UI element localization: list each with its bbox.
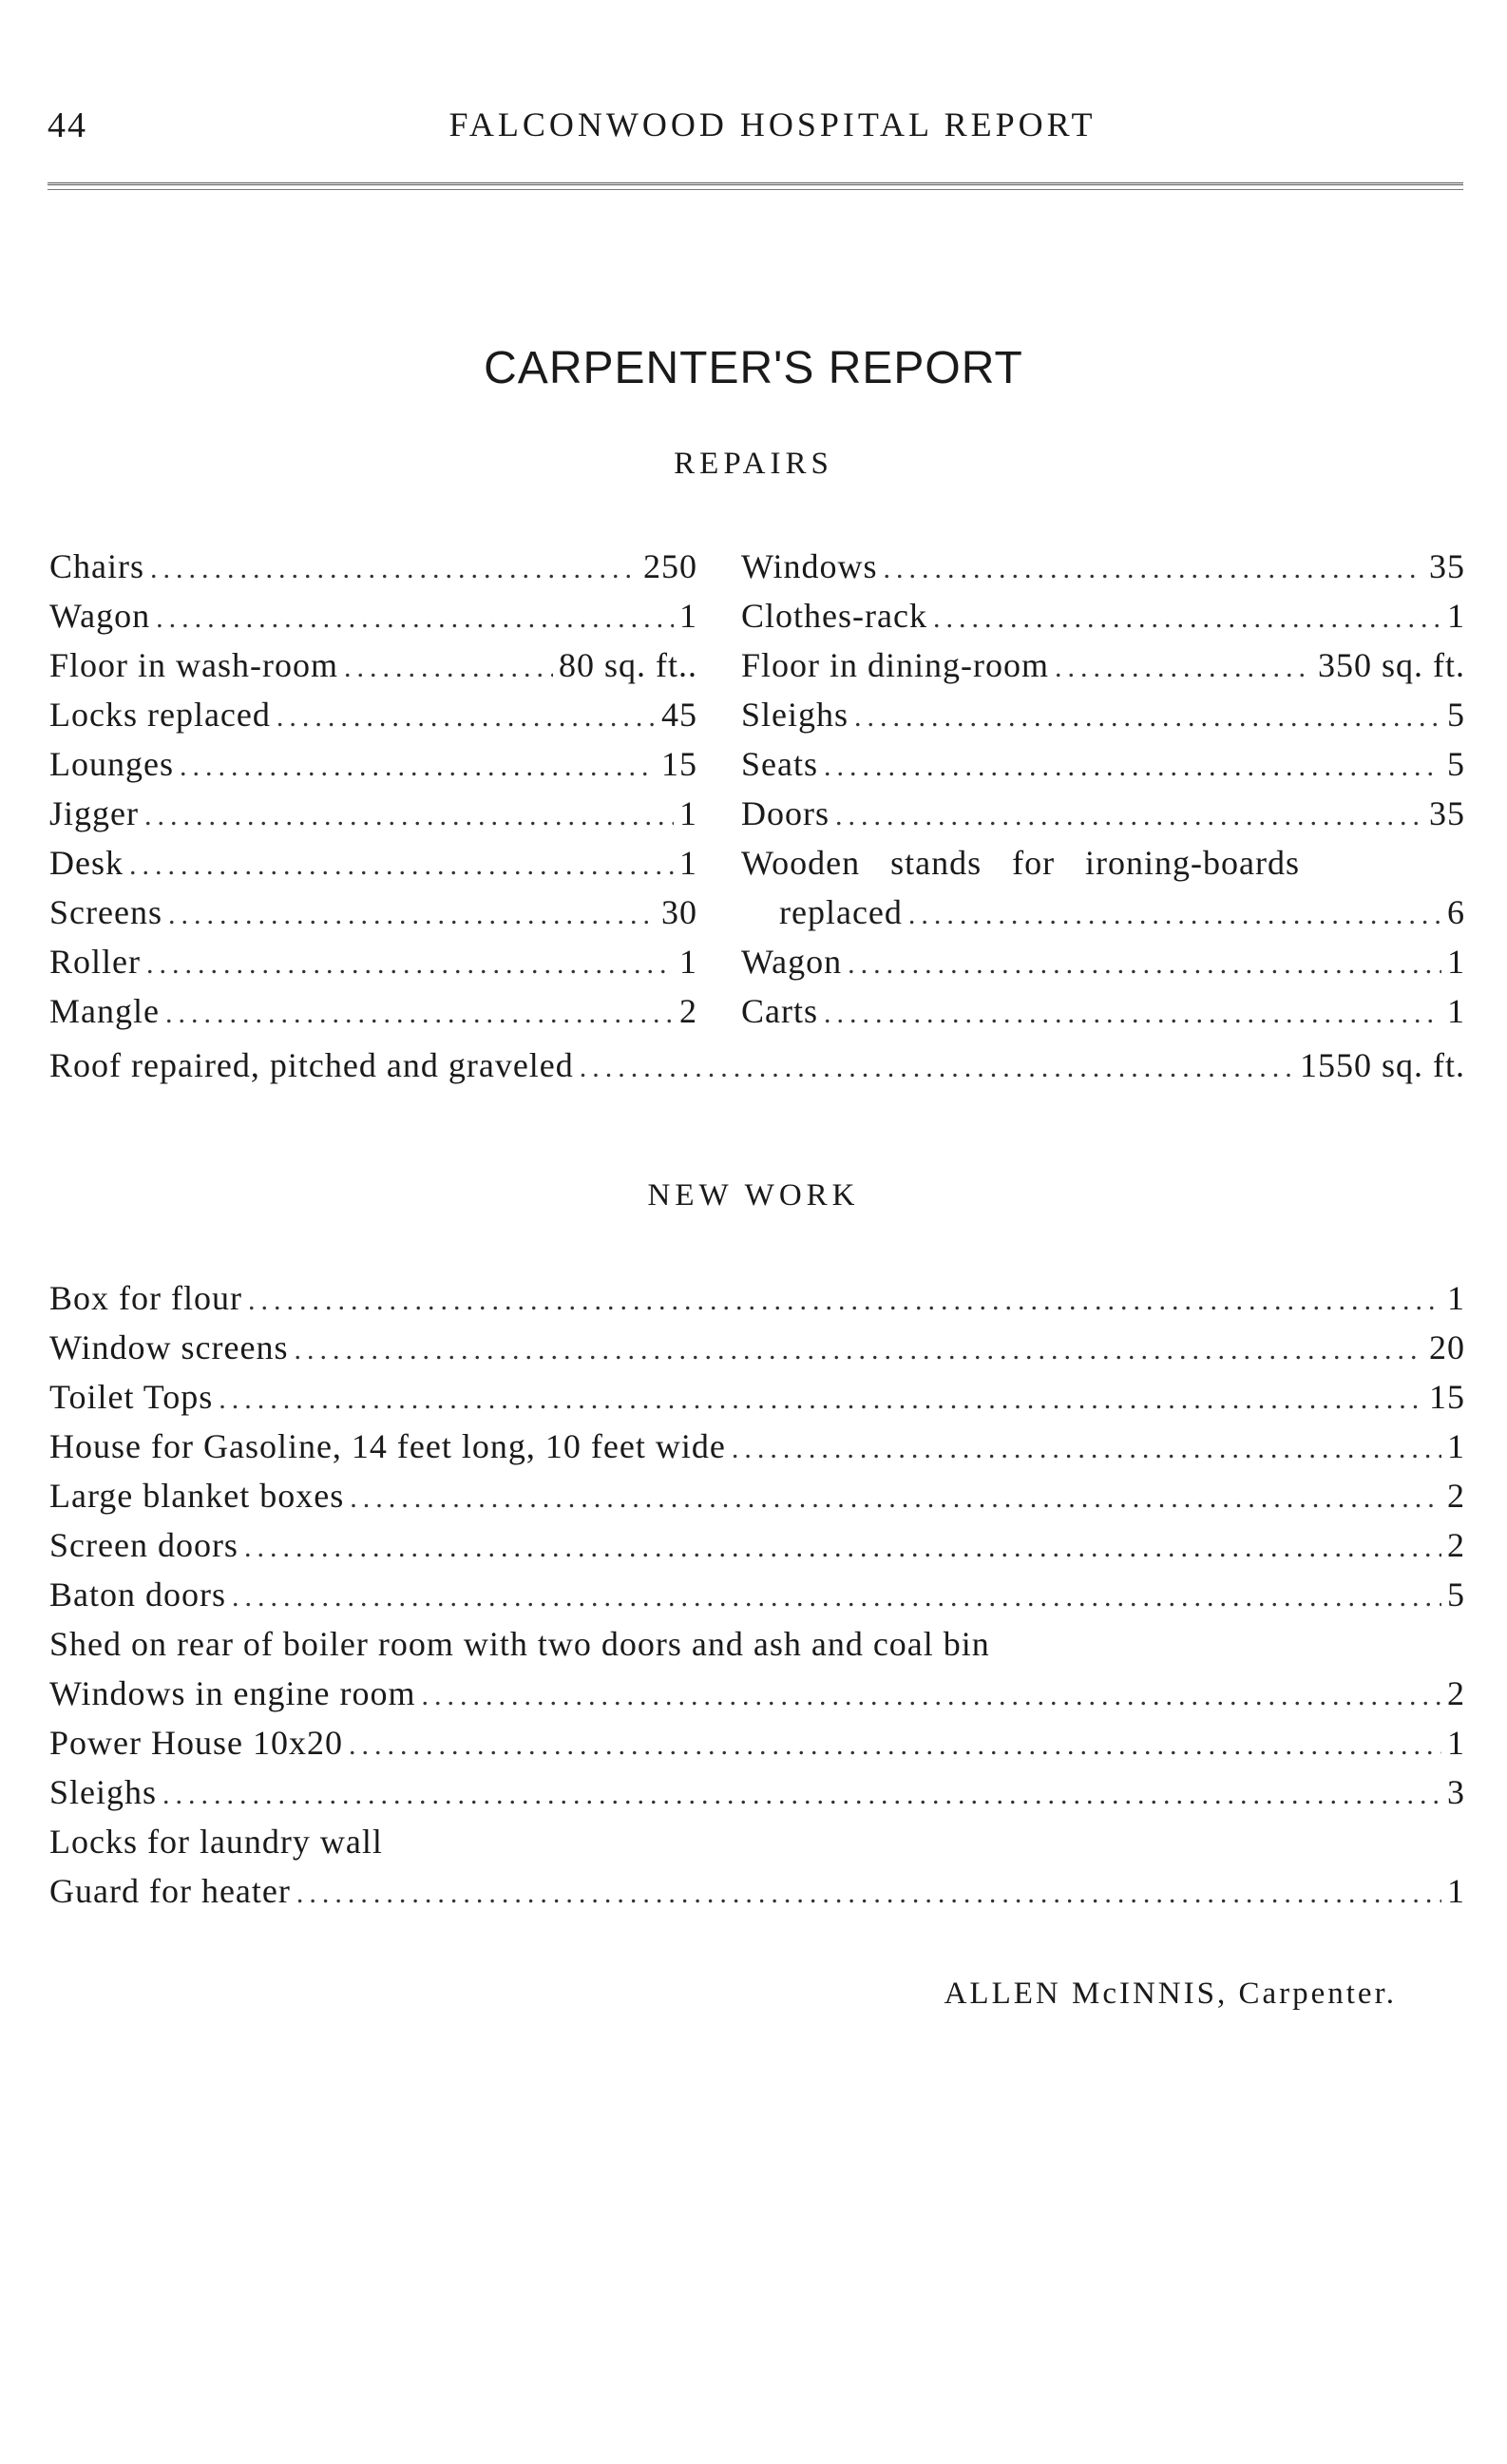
- item-label: Wagon: [741, 943, 843, 981]
- item-label: Sleighs: [49, 1773, 158, 1811]
- item-value: 1: [1447, 597, 1465, 635]
- list-item: [741, 744, 1465, 793]
- item-value: 1: [679, 794, 697, 832]
- list-item: [49, 645, 697, 695]
- item-label: Wooden stands for ironing-boards: [741, 844, 1301, 882]
- leader-dots: [580, 1052, 1294, 1084]
- item-label: replaced: [779, 893, 903, 931]
- item-label: Screen doors: [49, 1526, 238, 1564]
- item-value: 45: [661, 696, 697, 734]
- item-label: Jigger: [49, 794, 139, 832]
- leader-dots: [165, 998, 674, 1030]
- leader-dots: [908, 899, 1441, 931]
- item-label: Lounges: [49, 745, 174, 783]
- leader-dots: [232, 1581, 1441, 1614]
- item-label: Floor in wash-room: [49, 646, 338, 684]
- item-label: House for Gasoline, 14 feet long, 10 feet wide: [49, 1427, 726, 1465]
- leader-dots: [277, 701, 656, 734]
- list-item: [49, 1723, 1465, 1772]
- report-title: CARPENTER'S REPORT: [484, 343, 1023, 393]
- item-value: 15: [1429, 1378, 1465, 1416]
- item-label: Locks replaced: [49, 696, 271, 734]
- list-item: [49, 1575, 1465, 1624]
- list-item: [49, 793, 697, 843]
- carpenter-signature: ALLEN McINNIS, Carpenter.: [944, 1977, 1397, 2011]
- list-item: [49, 1476, 1465, 1525]
- list-item: [49, 942, 697, 991]
- list-item: [741, 793, 1465, 843]
- item-value: 5: [1447, 745, 1465, 783]
- leader-dots: [244, 1532, 1441, 1564]
- item-label: Windows in engine room: [49, 1674, 416, 1712]
- list-item: [741, 596, 1465, 645]
- item-label: Baton doors: [49, 1576, 226, 1614]
- list-item: [741, 695, 1465, 744]
- item-value: 5: [1447, 1576, 1465, 1614]
- item-value: 2: [679, 992, 697, 1030]
- leader-dots: [248, 1285, 1441, 1317]
- item-label: Screens: [49, 893, 162, 931]
- leader-dots: [1055, 652, 1312, 684]
- item-label: Desk: [49, 844, 124, 882]
- leader-dots: [180, 751, 656, 783]
- item-label: Sleighs: [741, 696, 849, 734]
- leader-dots: [884, 553, 1423, 585]
- item-value: 30: [661, 893, 697, 931]
- item-value: 350 sq. ft.: [1318, 646, 1465, 684]
- leader-dots: [848, 948, 1441, 981]
- leader-dots: [732, 1433, 1441, 1465]
- leader-dots: [296, 1878, 1441, 1910]
- item-value: 250: [643, 547, 697, 585]
- item-label: Mangle: [49, 992, 160, 1030]
- list-item: [741, 843, 1465, 892]
- item-label: Chairs: [49, 547, 144, 585]
- leader-dots: [144, 800, 674, 832]
- list-item: [49, 1822, 1465, 1871]
- list-item: [741, 645, 1465, 695]
- leader-dots: [835, 800, 1423, 832]
- item-label: Roller: [49, 943, 141, 981]
- list-item: [49, 695, 697, 744]
- list-item: [49, 843, 697, 892]
- leader-dots: [422, 1680, 1442, 1712]
- repairs-right-column: [741, 546, 1465, 1041]
- list-item: [49, 1624, 1465, 1673]
- list-item: [49, 1377, 1465, 1426]
- list-item: [741, 546, 1465, 596]
- item-label: Windows: [741, 547, 878, 585]
- list-item: [49, 546, 697, 596]
- item-value: 2: [1447, 1674, 1465, 1712]
- item-label: Guard for heater: [49, 1872, 291, 1910]
- new-work-heading: NEW WORK: [647, 1178, 860, 1213]
- item-label: Roof repaired, pitched and graveled: [49, 1046, 574, 1084]
- item-label: Power House 10x20: [49, 1724, 343, 1762]
- leader-dots: [168, 899, 656, 931]
- leader-dots: [824, 998, 1441, 1030]
- item-label: Locks for laundry wall: [49, 1823, 383, 1861]
- item-value: 1: [1447, 1724, 1465, 1762]
- item-label: Clothes-rack: [741, 597, 927, 635]
- list-item: [49, 1328, 1465, 1377]
- leader-dots: [146, 948, 674, 981]
- repairs-left-column: [49, 546, 697, 1041]
- leader-dots: [933, 602, 1441, 635]
- page-header: [48, 105, 1459, 162]
- item-label: Shed on rear of boiler room with two doors and ash and coal bin: [49, 1625, 990, 1663]
- item-label: Floor in dining-room: [741, 646, 1049, 684]
- item-value: 3: [1447, 1773, 1465, 1811]
- item-value: 1: [1447, 1872, 1465, 1910]
- item-value: 1: [1447, 1427, 1465, 1465]
- list-item: [49, 1426, 1465, 1476]
- item-value: 20: [1429, 1328, 1465, 1366]
- item-label: Seats: [741, 745, 818, 783]
- list-item: [49, 596, 697, 645]
- leader-dots: [350, 1482, 1441, 1515]
- item-label: Toilet Tops: [49, 1378, 214, 1416]
- item-label: Window screens: [49, 1328, 289, 1366]
- item-label: Wagon: [49, 597, 151, 635]
- item-value: 15: [661, 745, 697, 783]
- item-value: 6: [1447, 893, 1465, 931]
- page-number: 44: [48, 105, 87, 145]
- leader-dots: [219, 1384, 1423, 1416]
- leader-dots: [349, 1729, 1441, 1762]
- item-label: Carts: [741, 992, 818, 1030]
- leader-dots: [150, 553, 638, 585]
- list-item: [49, 892, 697, 942]
- item-value: 1: [679, 943, 697, 981]
- roof-row: [49, 1045, 1465, 1095]
- running-head: FALCONWOOD HOSPITAL REPORT: [448, 105, 1097, 143]
- item-label: Doors: [741, 794, 830, 832]
- list-item: [49, 744, 697, 793]
- list-item: [741, 991, 1465, 1041]
- item-value: 1: [679, 844, 697, 882]
- item-value: 1: [1447, 1279, 1465, 1317]
- item-label: Large blanket boxes: [49, 1477, 345, 1515]
- list-item: [49, 1278, 1465, 1328]
- item-label: Box for flour: [49, 1279, 242, 1317]
- item-value: 1: [679, 597, 697, 635]
- leader-dots: [129, 850, 674, 882]
- leader-dots: [344, 652, 553, 684]
- list-item: [49, 991, 697, 1041]
- leader-dots: [854, 701, 1441, 734]
- leader-dots: [294, 1334, 1423, 1366]
- item-value: 1: [1447, 992, 1465, 1030]
- item-value: 2: [1447, 1477, 1465, 1515]
- list-item: [741, 942, 1465, 991]
- header-rule: [48, 182, 1463, 190]
- list-item: [741, 892, 1465, 942]
- item-value: 2: [1447, 1526, 1465, 1564]
- leader-dots: [162, 1779, 1441, 1811]
- item-value: 1: [1447, 943, 1465, 981]
- list-item: [49, 1772, 1465, 1822]
- item-value: 35: [1429, 794, 1465, 832]
- leader-dots: [824, 751, 1441, 783]
- list-item: [49, 1673, 1465, 1723]
- list-item: [49, 1871, 1465, 1920]
- repairs-heading: REPAIRS: [674, 447, 833, 481]
- item-value: 1550 sq. ft.: [1300, 1046, 1465, 1084]
- list-item: [49, 1525, 1465, 1575]
- item-value: 80 sq. ft..: [559, 646, 697, 684]
- new-work-list: [49, 1278, 1465, 1920]
- leader-dots: [156, 602, 674, 635]
- item-value: 35: [1429, 547, 1465, 585]
- item-value: 5: [1447, 696, 1465, 734]
